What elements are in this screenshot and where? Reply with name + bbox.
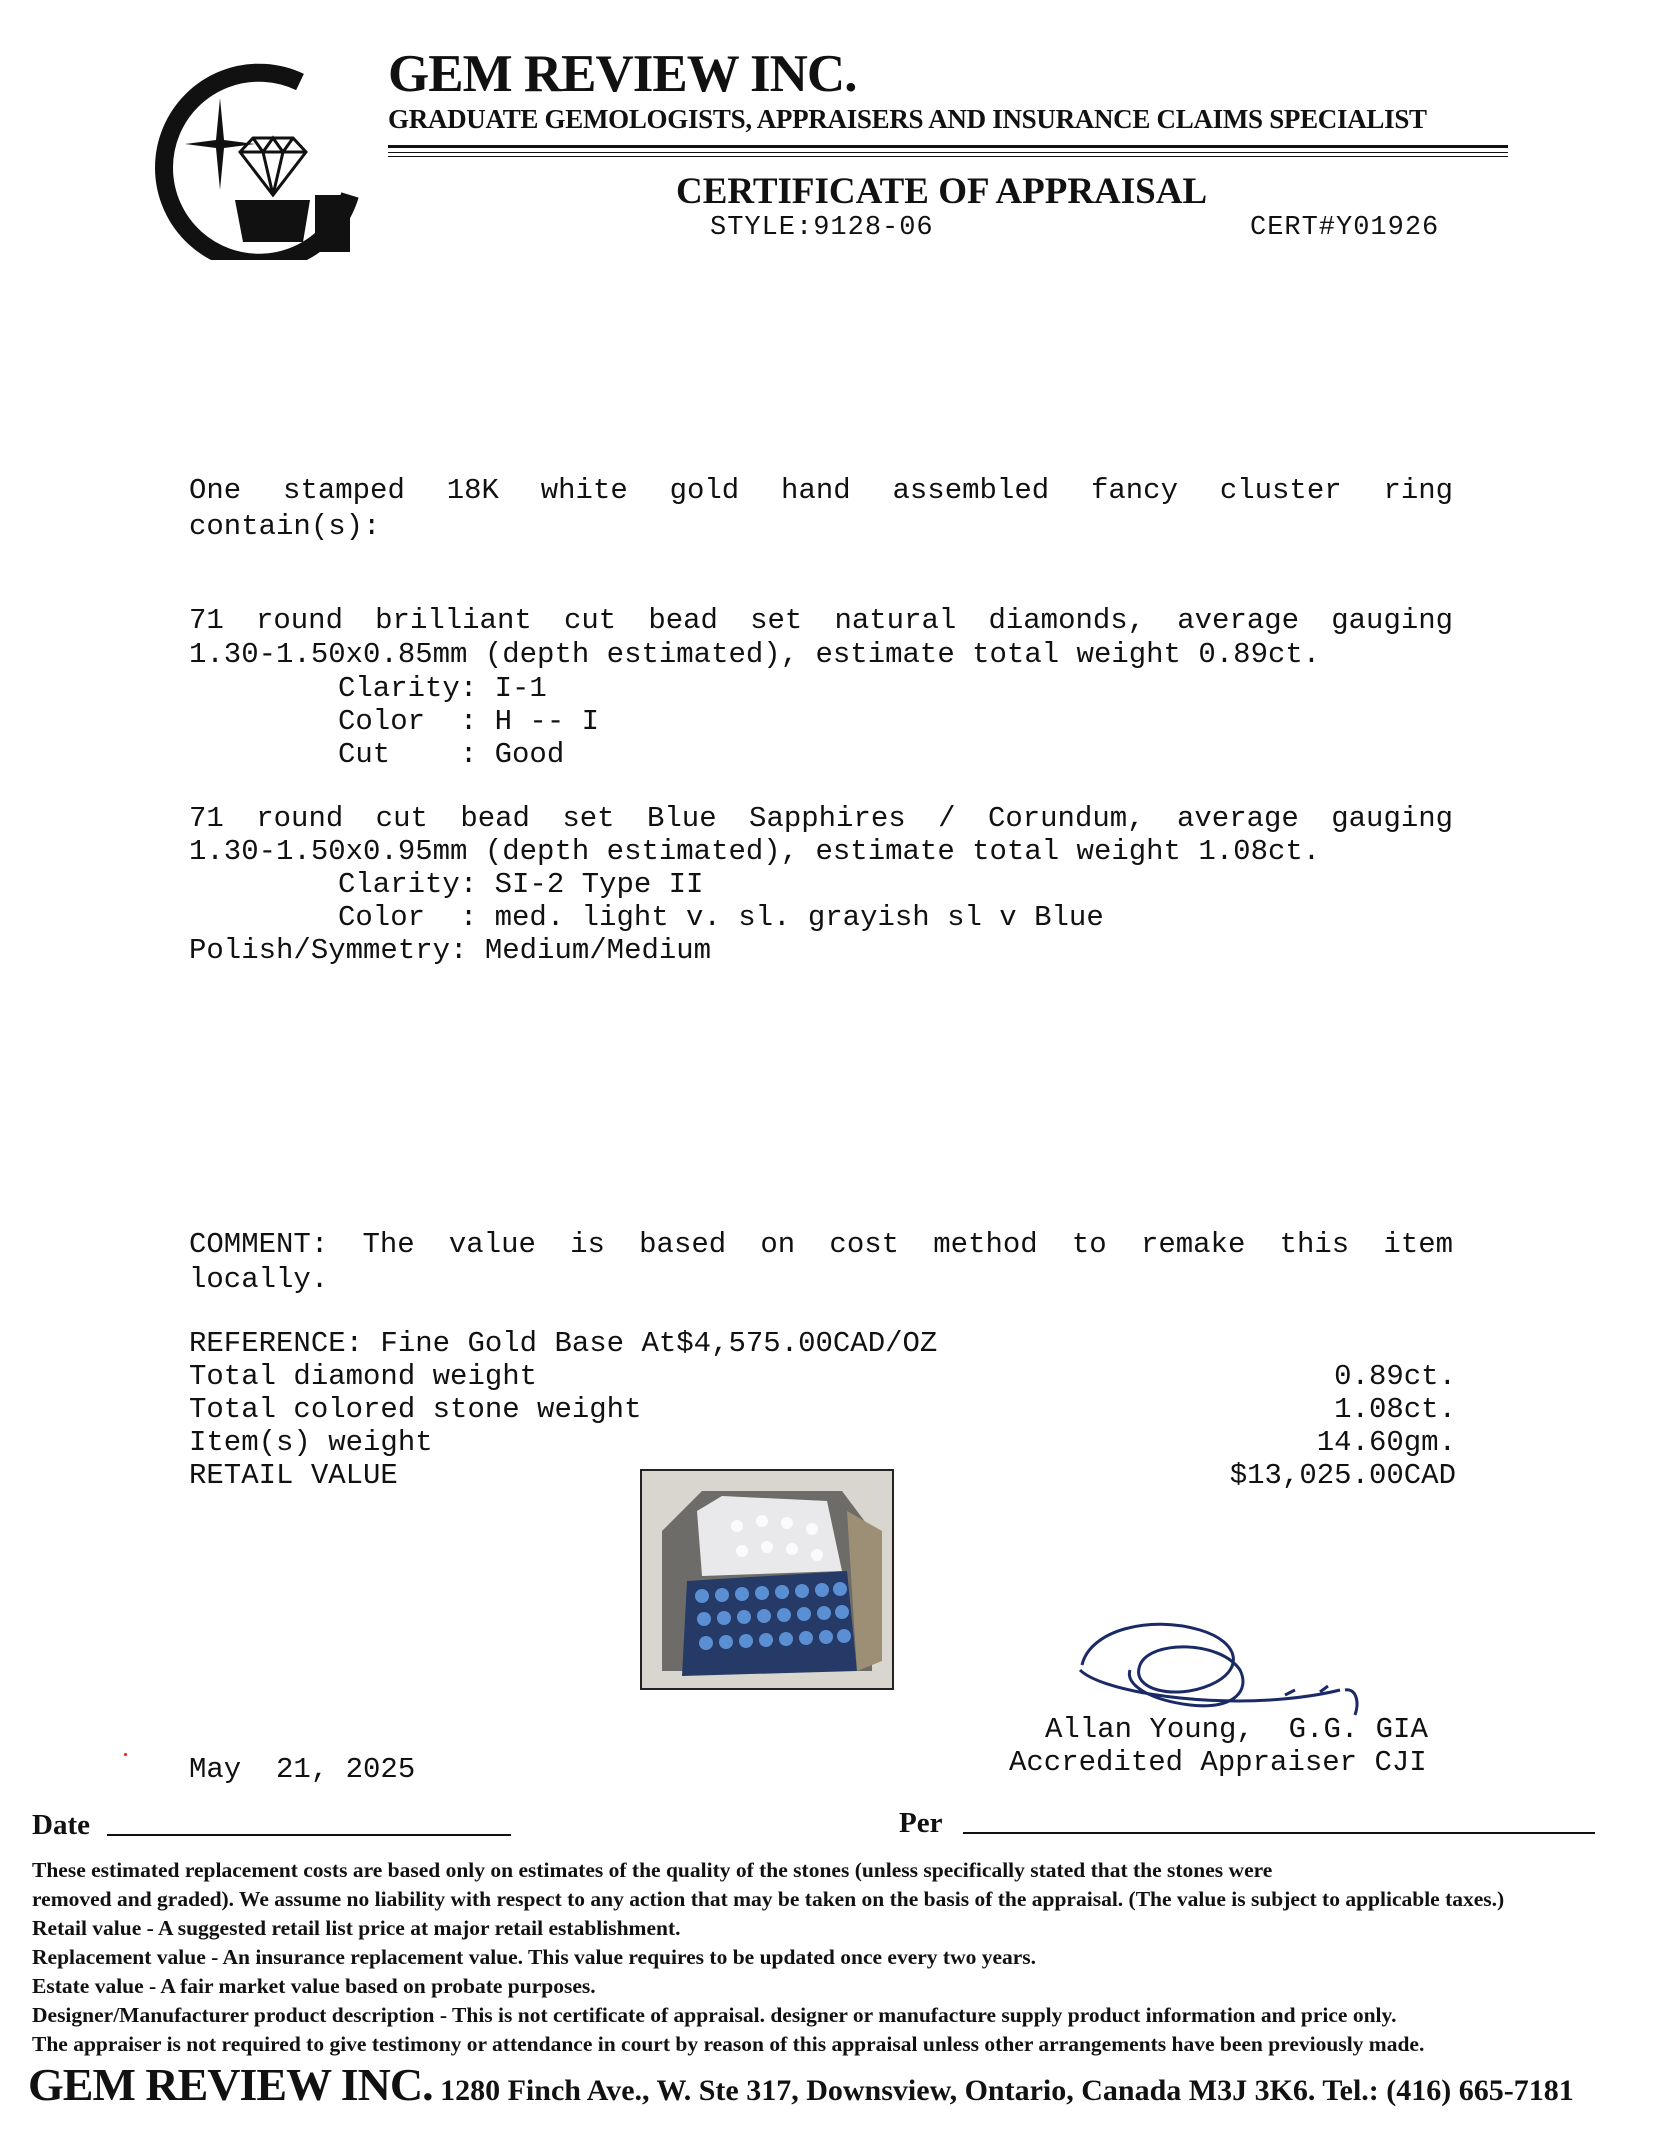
sapphire-description: 71 round cut bead set Blue Sapphires / Corundum, average gauging — [189, 802, 1454, 835]
diamond-icon — [240, 138, 306, 195]
diamond-clarity: Clarity: I-1 — [338, 672, 547, 705]
polish-symmetry: Polish/Symmetry: Medium/Medium — [189, 934, 712, 967]
intro-line: contain(s): — [189, 510, 381, 543]
comment: locally. — [189, 1263, 329, 1296]
footer — [28, 2058, 1574, 2111]
date-label: Date — [32, 1809, 90, 1841]
company-name: GEM REVIEW INC. — [388, 45, 857, 103]
sapphire-description: 1.30-1.50x0.95mm (depth estimated), estimate total weight 1.08ct. — [189, 835, 1321, 868]
signature — [1070, 1610, 1390, 1730]
company-subtitle: GRADUATE GEMOLOGISTS, APPRAISERS AND INSURANCE CLAIMS SPECIALIST — [388, 104, 1427, 134]
per-line — [963, 1832, 1595, 1834]
company-logo — [125, 60, 365, 260]
comment: COMMENT: The value is based on cost method to remake this item — [189, 1228, 1454, 1261]
date-line — [107, 1834, 511, 1836]
disclaimer-line: The appraiser is not required to give testimony or attendance in court by reason of this appraisal unless other arrangements have been previously made. — [32, 2032, 1425, 2056]
reference-line: REFERENCE: Fine Gold Base At$4,575.00CAD/OZ — [189, 1327, 938, 1360]
certificate-title: CERTIFICATE OF APPRAISAL — [676, 171, 1208, 212]
style-number: STYLE:9128-06 — [710, 213, 934, 243]
star-icon — [185, 98, 255, 190]
summary-value: 1.08ct. — [1334, 1393, 1456, 1426]
summary-label: Item(s) weight — [189, 1426, 433, 1459]
retail-value: $13,025.00CAD — [1229, 1459, 1456, 1492]
summary-value: 14.60gm. — [1316, 1426, 1456, 1459]
stray-mark — [124, 1753, 127, 1756]
ring-photo — [640, 1469, 894, 1690]
disclaimer-line: Replacement value - An insurance replacement value. This value requires to be updated once every two years. — [32, 1945, 1037, 1969]
disclaimer-line: Designer/Manufacturer product description - This is not certificate of appraisal. designer or manufacture supply product information and price only. — [32, 2003, 1397, 2027]
appraiser-name: Allan Young, G.G. GIA — [1045, 1713, 1428, 1746]
footer-company: GEM REVIEW INC. — [28, 2059, 433, 2110]
diamond-description: 1.30-1.50x0.85mm (depth estimated), estimate total weight 0.89ct. — [189, 638, 1321, 671]
sapphire-color: Color : med. light v. sl. grayish sl v Blue — [338, 901, 1104, 934]
disclaimer-line: These estimated replacement costs are based only on estimates of the quality of the stones (unless specifically stated that the stones were — [32, 1858, 1273, 1882]
diamond-description: 71 round brilliant cut bead set natural diamonds, average gauging — [189, 604, 1454, 637]
retail-value-label: RETAIL VALUE — [189, 1459, 398, 1492]
header-divider — [388, 145, 1508, 148]
intro-line: One stamped 18K white gold hand assembled fancy cluster ring — [189, 474, 1454, 507]
header-divider — [388, 156, 1508, 157]
summary-label: Total colored stone weight — [189, 1393, 642, 1426]
certificate-number: CERT#Y01926 — [1250, 213, 1440, 243]
diamond-cut: Cut : Good — [338, 738, 565, 771]
diamond-color: Color : H -- I — [338, 705, 600, 738]
sapphire-clarity: Clarity: SI-2 Type II — [338, 868, 704, 901]
summary-value: 0.89ct. — [1334, 1360, 1456, 1393]
header-divider — [388, 152, 1508, 153]
disclaimer-line: Retail value - A suggested retail list price at major retail establishment. — [32, 1916, 681, 1940]
appraiser-title: Accredited Appraiser CJI — [1009, 1746, 1427, 1779]
disclaimer-line: Estate value - A fair market value based on probate purposes. — [32, 1974, 596, 1998]
footer-address: 1280 Finch Ave., W. Ste 317, Downsview, Ontario, Canada M3J 3K6. Tel.: (416) 665-7181 — [440, 2074, 1574, 2107]
disclaimer-line: removed and graded). We assume no liability with respect to any action that may be taken on the basis of the appraisal. (The value is subject to applicable taxes.) — [32, 1887, 1505, 1911]
summary-label: Total diamond weight — [189, 1360, 538, 1393]
per-label: Per — [899, 1807, 943, 1839]
appraisal-date: May 21, 2025 — [189, 1753, 416, 1786]
